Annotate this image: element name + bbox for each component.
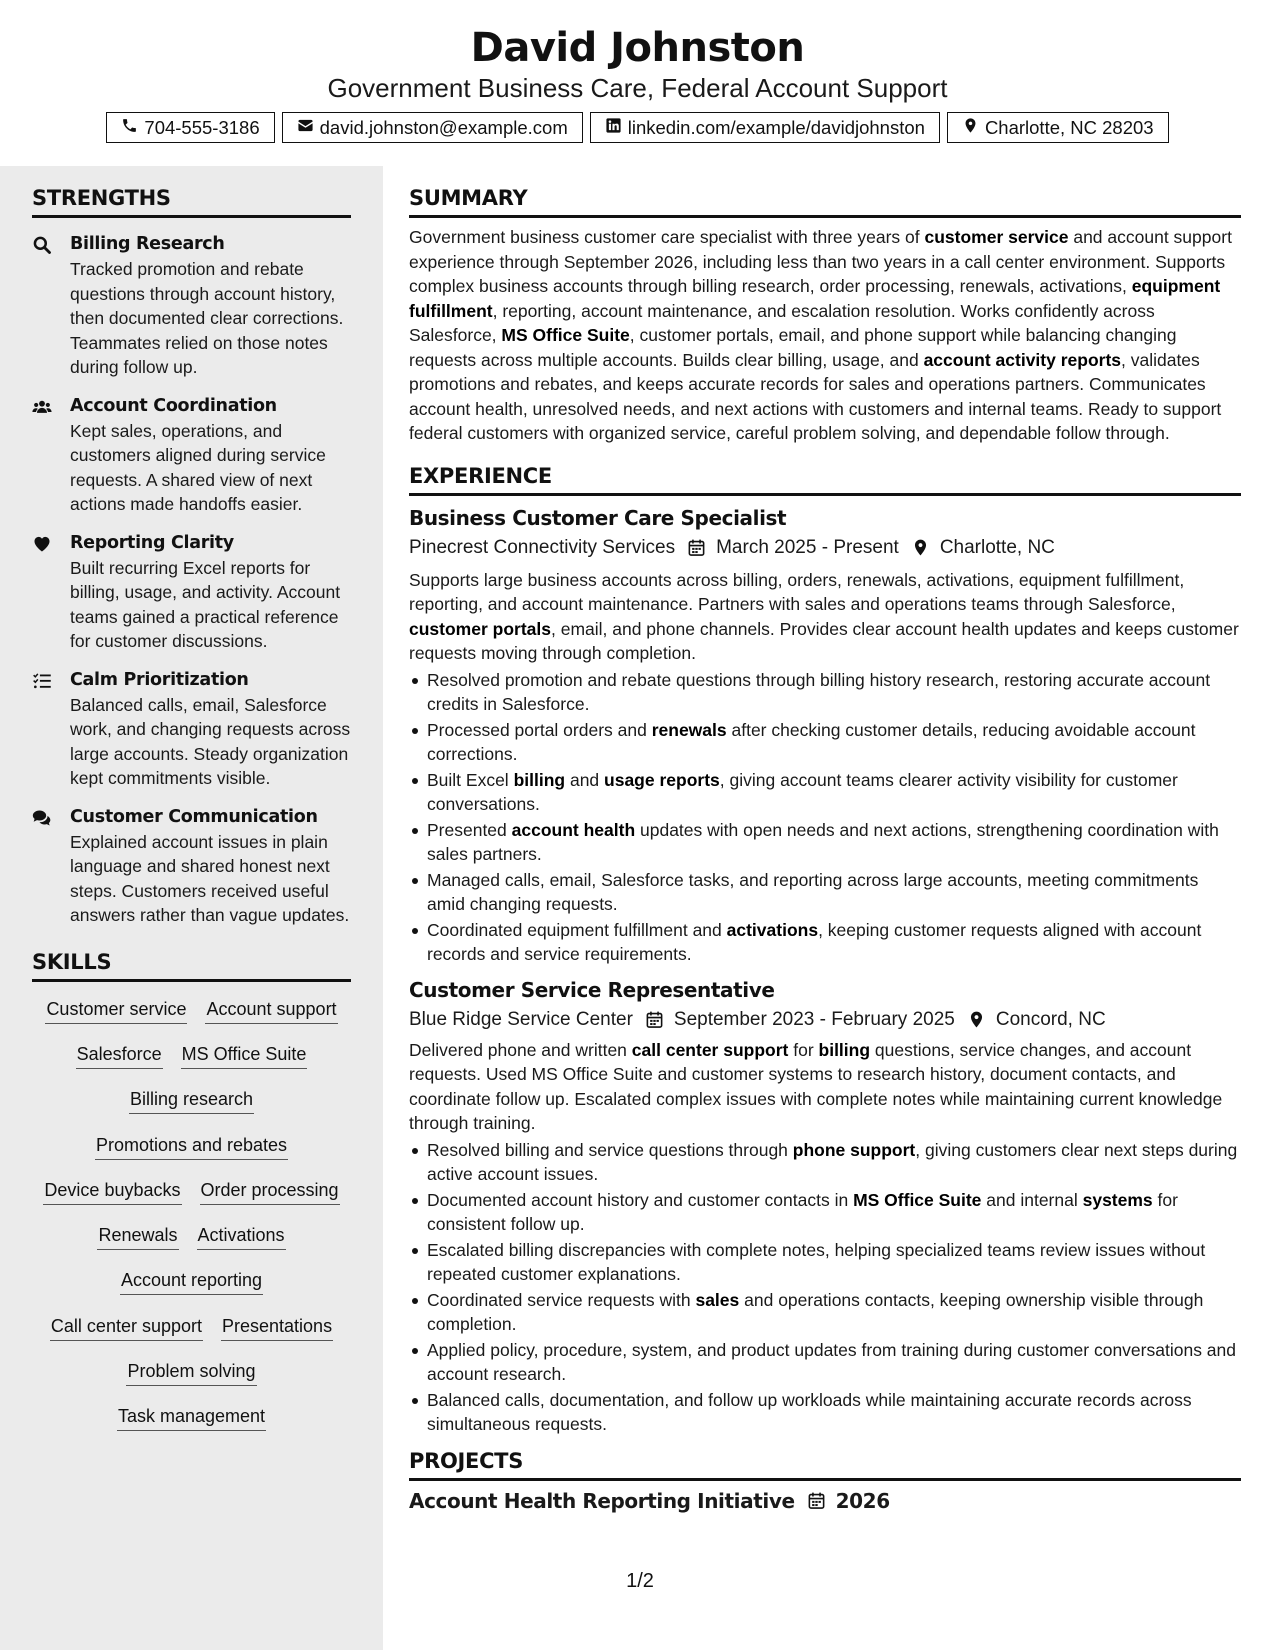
job-meta [409,1006,1241,1034]
bullet-item: Coordinated equipment fulfillment and activations, keeping customer requests aligned with account records and service requirements. [409,918,1241,967]
list-check-icon [32,668,70,791]
contact-phone[interactable] [106,112,274,143]
strength-item [32,805,351,928]
skill-row [32,1169,351,1214]
job-title: Business Customer Care Specialist [409,505,787,530]
skill-tag: Call center support [50,1314,203,1341]
strength-desc: Built recurring Excel reports for billing, usage, and activity. Account teams gained a practical reference for customer discussions. [70,557,341,651]
candidate-name: David Johnston [470,25,805,71]
skill-tag: Problem solving [126,1359,256,1386]
project-title: Account Health Reporting Initiative [409,1488,795,1513]
phone-text: 704-555-3186 [144,116,260,138]
skill-row [32,1259,351,1304]
skill-tag: Activations [197,1223,286,1250]
strength-desc: Balanced calls, email, Salesforce work, and changing requests across large accounts. Steady organization kept commitments visible. [70,694,351,788]
bullet-item: Documented account history and customer contacts in MS Office Suite and internal systems for consistent follow up. [409,1188,1241,1237]
linkedin-icon [605,117,622,139]
email-text: david.johnston@example.com [319,116,568,138]
comments-icon [32,805,70,928]
resume-header [0,0,1275,143]
skill-tag: Promotions and rebates [95,1133,288,1160]
project-entry [409,1487,1241,1515]
job-dates: September 2023 - February 2025 [673,1008,955,1030]
bullet-item: Balanced calls, documentation, and follow up workloads while maintaining accurate records across simultaneous requests. [409,1388,1241,1437]
contact-email[interactable] [282,112,583,143]
skill-row [32,1305,351,1350]
strength-desc: Tracked promotion and rebate questions through account history, then documented clear corrections. Teammates relied on those notes during follow up. [70,259,344,377]
page-number: 1/2 [626,1570,654,1592]
heart-icon [32,531,70,654]
job-bullets [409,668,1241,967]
bullet-item: Presented account health updates with open needs and next actions, strengthening coordination with sales partners. [409,818,1241,867]
skill-row [32,1350,351,1395]
company-name: Blue Ridge Service Center [409,1008,633,1030]
calendar-icon [633,1010,674,1029]
projects-heading: PROJECTS [409,1447,1241,1481]
main-column [409,166,1241,1515]
calendar-icon [675,538,716,557]
job-dates: March 2025 - Present [716,536,899,558]
skill-row [32,1214,351,1259]
skill-row [32,1078,351,1123]
skill-tag: Presentations [221,1314,333,1341]
skill-tag: Customer service [45,997,187,1024]
map-pin-icon [955,1010,996,1029]
map-pin-icon [899,538,940,557]
summary-heading: SUMMARY [409,184,1241,218]
job-entry [409,504,1241,967]
calendar-icon [795,1491,836,1510]
skill-row [32,1395,351,1440]
skills-list [32,988,351,1441]
users-icon [32,394,70,517]
project-date: 2026 [835,1488,890,1513]
skill-tag: Task management [117,1404,266,1431]
skill-tag: Salesforce [76,1042,163,1069]
skill-tag: Billing research [129,1087,254,1114]
skills-heading: SKILLS [32,948,351,982]
job-entry [409,976,1241,1437]
skill-tag: Device buybacks [43,1178,181,1205]
contact-location [947,112,1169,143]
strength-item [32,531,351,654]
job-location: Charlotte, NC [939,536,1055,558]
job-description: Supports large business accounts across billing, orders, renewals, activations, equipment fulfillment, reporting, and account maintenance. Partners with sales and operations teams through Salesforce, customer portals, email, and phone channels. Provides clear account health updates and keeps customer requests moving through completion. [409,569,1239,663]
strength-title: Calm Prioritization [70,669,249,690]
skill-tag: MS Office Suite [181,1042,308,1069]
skill-tag: Account support [205,997,337,1024]
candidate-title: Government Business Care, Federal Account Support [327,73,948,103]
skill-tag: Order processing [200,1178,340,1205]
strength-item [32,668,351,791]
skill-tag: Renewals [97,1223,178,1250]
skill-tag: Account reporting [120,1268,263,1295]
job-meta [409,534,1241,562]
summary-text: Government business customer care specialist with three years of customer service and account support experience through September 2026, including less than two years in a call center environment. Supports complex business accounts through billing research, order processing, renewals, activations, equipment fulfillment, reporting, account maintenance, and escalation resolution. Works confidently across Salesforce, MS Office Suite, customer portals, email, and phone support while balancing changing requests across multiple accounts. Builds clear billing, usage, and account activity reports, validates promotions and rebates, and keeps accurate records for sales and operations partners. Communicates account health, unresolved needs, and next actions with customers and internal teams. Ready to support federal customers with organized service, careful problem solving, and dependable follow through. [409,227,1232,443]
sidebar [0,166,383,1650]
map-pin-icon [962,117,979,139]
strength-item [32,394,351,517]
strength-desc: Explained account issues in plain language and shared honest next steps. Customers received useful answers rather than vague updates. [70,831,350,925]
bullet-item: Built Excel billing and usage reports, giving account teams clearer activity visibility for customer conversations. [409,768,1241,817]
bullet-item: Resolved billing and service questions through phone support, giving customers clear next steps during active account issues. [409,1138,1241,1187]
skill-row [32,1123,351,1168]
bullet-item: Processed portal orders and renewals after checking customer details, reducing avoidable account corrections. [409,718,1241,767]
strength-item [32,232,351,380]
skill-row [32,1033,351,1078]
bullet-item: Escalated billing discrepancies with complete notes, helping specialized teams review issues without repeated customer explanations. [409,1238,1241,1287]
strength-title: Reporting Clarity [70,532,234,553]
phone-icon [121,117,138,139]
bullet-item: Coordinated service requests with sales and operations contacts, keeping ownership visible through completion. [409,1288,1241,1337]
strengths-heading: STRENGTHS [32,184,351,218]
job-location: Concord, NC [995,1008,1106,1030]
location-text: Charlotte, NC 28203 [984,116,1154,138]
job-description: Delivered phone and written call center support for billing questions, service changes, and account requests. Used MS Office Suite and customer systems to research history, document contacts, and coordinate follow up. Escalated complex issues with complete notes while maintaining current knowledge through training. [409,1039,1223,1133]
job-bullets [409,1138,1241,1437]
bullet-item: Applied policy, procedure, system, and product updates from training during customer conversations and account research. [409,1338,1241,1387]
contact-linkedin[interactable] [590,112,940,143]
bullet-item: Resolved promotion and rebate questions through billing history research, restoring accurate account credits in Salesforce. [409,668,1241,717]
skill-row [32,988,351,1033]
strength-title: Billing Research [70,234,225,254]
strength-title: Account Coordination [70,395,277,416]
contact-bar [0,112,1275,143]
company-name: Pinecrest Connectivity Services [409,536,676,558]
strength-desc: Kept sales, operations, and customers aligned during service requests. A shared view of next actions made handoffs easier. [70,420,326,514]
bullet-item: Managed calls, email, Salesforce tasks, and reporting across large accounts, meeting commitments amid changing requests. [409,868,1241,917]
search-icon [32,232,70,380]
envelope-icon [297,117,314,139]
strength-title: Customer Communication [70,806,318,827]
experience-heading: EXPERIENCE [409,462,1241,496]
linkedin-text: linkedin.com/example/davidjohnston [627,116,925,138]
job-title: Customer Service Representative [409,977,775,1002]
